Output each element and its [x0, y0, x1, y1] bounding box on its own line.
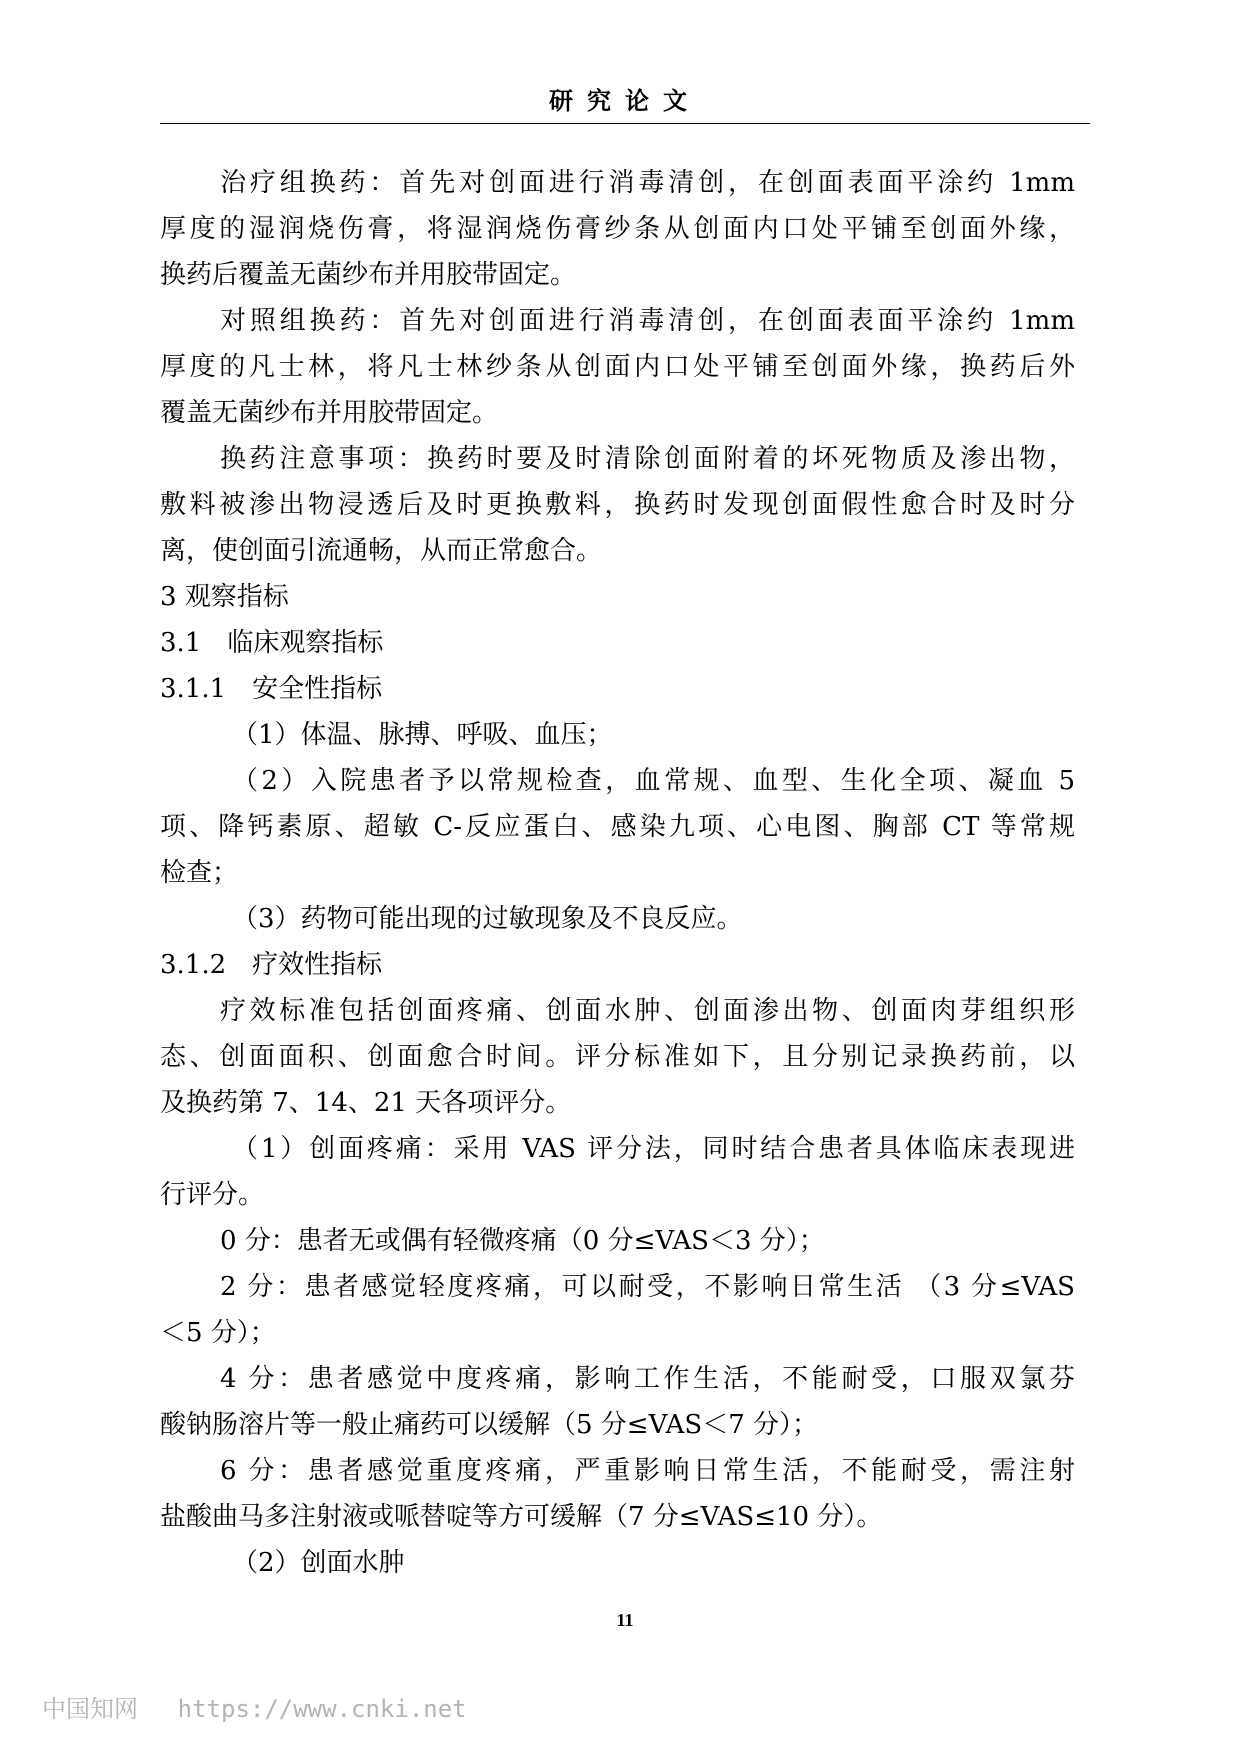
watermark-name: 中国知网: [42, 1695, 138, 1723]
body-line: 换药注意事项：换药时要及时清除创面附着的坏死物质及渗出物，: [220, 444, 1075, 474]
body-line: 厚度的凡士林，将凡士林纱条从创面内口处平铺至创面外缘，换药后外: [160, 352, 1075, 382]
list-item: （3）药物可能出现的过敏现象及不良反应。: [232, 904, 743, 934]
page-number: 11: [616, 1610, 634, 1630]
body-line: 离，使创面引流通畅，从而正常愈合。: [160, 536, 603, 566]
score-line: 2 分：患者感觉轻度疼痛，可以耐受，不影响日常生活 （3 分≤VAS: [220, 1272, 1075, 1302]
body-line: 盐酸曲马多注射液或哌替啶等方可缓解（7 分≤VAS≤10 分）。: [160, 1502, 883, 1532]
body-line: 治疗组换药：首先对创面进行消毒清创，在创面表面平涂约 1mm: [220, 168, 1075, 198]
watermark-url: https://www.cnki.net: [177, 1695, 467, 1723]
list-item: （2）创面水肿: [232, 1548, 405, 1578]
body-line: 覆盖无菌纱布并用胶带固定。: [160, 398, 499, 428]
score-line: 0 分：患者无或偶有轻微疼痛（0 分≤VAS＜3 分）；: [220, 1226, 825, 1256]
body-line: 厚度的湿润烧伤膏，将湿润烧伤膏纱条从创面内口处平铺至创面外缘，: [160, 214, 1075, 244]
body-line: 态、创面面积、创面愈合时间。评分标准如下，且分别记录换药前，以: [160, 1042, 1075, 1072]
body-line: 及换药第 7、14、21 天各项评分。: [160, 1088, 572, 1118]
score-line: 4 分：患者感觉中度疼痛，影响工作生活，不能耐受，口服双氯芬: [220, 1364, 1075, 1394]
body-line: 检查；: [160, 858, 239, 888]
body-line: 酸钠肠溶片等一般止痛药可以缓解（5 分≤VAS＜7 分）；: [160, 1410, 818, 1440]
body-line: 疗效标准包括创面疼痛、创面水肿、创面渗出物、创面肉芽组织形: [220, 996, 1075, 1026]
section-heading: 3 观察指标: [160, 582, 289, 612]
body-line: 敷料被渗出物浸透后及时更换敷料，换药时发现创面假性愈合时及时分: [160, 490, 1075, 520]
subsection-heading: 3.1 临床观察指标: [160, 628, 384, 658]
body-line: 项、降钙素原、超敏 C-反应蛋白、感染九项、心电图、胸部 CT 等常规: [160, 812, 1075, 842]
watermark: [42, 1694, 467, 1724]
score-line: 6 分：患者感觉重度疼痛，严重影响日常生活，不能耐受，需注射: [220, 1456, 1075, 1486]
list-item: （1）体温、脉搏、呼吸、血压；: [232, 720, 613, 750]
body-line: ＜5 分）；: [160, 1318, 276, 1348]
subsubsection-heading: 3.1.2 疗效性指标: [160, 950, 383, 980]
list-item: （2）入院患者予以常规检查，血常规、血型、生化全项、凝血 5: [232, 766, 1075, 796]
body-line: 对照组换药：首先对创面进行消毒清创，在创面表面平涂约 1mm: [220, 306, 1075, 336]
header-rule: [160, 123, 1090, 124]
subsubsection-heading: 3.1.1 安全性指标: [160, 674, 383, 704]
body-line: 行评分。: [160, 1180, 265, 1210]
body-line: 换药后覆盖无菌纱布并用胶带固定。: [160, 260, 577, 290]
running-header: 研究论文: [549, 86, 701, 115]
list-item: （1）创面疼痛：采用 VAS 评分法，同时结合患者具体临床表现进: [232, 1134, 1075, 1164]
